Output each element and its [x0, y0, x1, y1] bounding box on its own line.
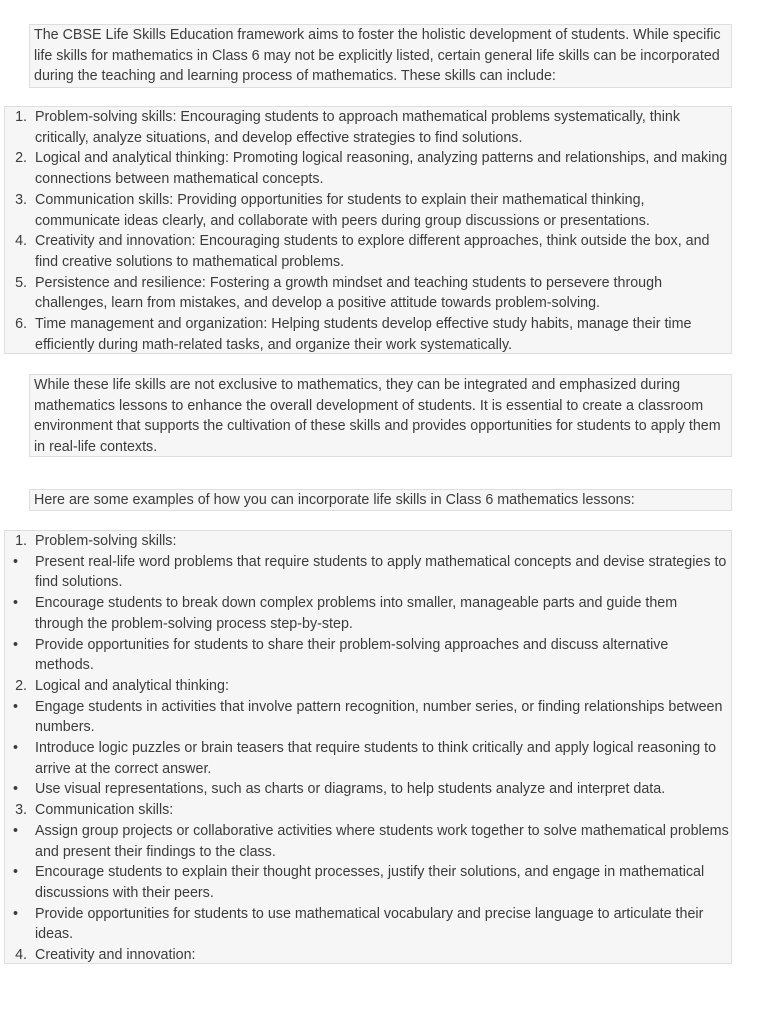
intro-paragraph: The CBSE Life Skills Education framework aims to foster the holistic development of students. While specific life skills for mathematics in Class 6 may not be explicitly listed, certain general life skills can be incorporated during the teaching and learning process of mathematics. These skills can include:	[34, 27, 721, 85]
list-item-bullet	[5, 862, 731, 903]
examples-intro-block	[29, 489, 732, 511]
list-item-text: Creativity and innovation: Encouraging students to explore different approaches, think outside the box, and find creative solutions to mathematical problems.	[35, 233, 710, 270]
list-item-number: 4.	[15, 947, 27, 964]
list-item-text: Provide opportunities for students to share their problem-solving approaches and discuss alternative methods.	[35, 636, 669, 674]
bullet-icon: •	[13, 595, 19, 612]
list-item	[5, 231, 731, 272]
list-item-text: Problem-solving skills:	[35, 533, 177, 549]
list-item-number: 6.	[15, 316, 27, 333]
list-item	[5, 190, 731, 231]
examples-intro: Here are some examples of how you can incorporate life skills in Class 6 mathematics lessons:	[34, 492, 635, 508]
list-item-text: Problem-solving skills: Encouraging students to approach mathematical problems systematically, think critically, analyze situations, and develop effective strategies to find solutions.	[35, 109, 680, 146]
list-item-text: Present real-life word problems that require students to apply mathematical concepts and devise strategies to find solutions.	[35, 553, 727, 591]
list-item	[5, 314, 731, 355]
list-item-heading	[5, 800, 731, 821]
list-item-text: Engage students in activities that involve pattern recognition, number series, or finding relationships between numbers.	[35, 698, 723, 736]
bullet-icon: •	[13, 698, 19, 715]
list-item-text: Communication skills:	[35, 802, 174, 819]
list-item	[5, 273, 731, 314]
list-item-text: Use visual representations, such as charts or diagrams, to help students analyze and interpret data.	[35, 781, 666, 798]
list-item-number: 3.	[15, 802, 27, 819]
bullet-icon: •	[13, 553, 19, 570]
list-item-heading	[5, 676, 731, 697]
bullet-icon: •	[13, 740, 19, 757]
list-item-text: Encourage students to break down complex problems into smaller, manageable parts and guide them through the problem-solving process step-by-step.	[35, 595, 678, 632]
list-item-bullet	[5, 821, 731, 862]
list-item-text: Creativity and innovation:	[35, 947, 196, 964]
integration-paragraph-block	[29, 374, 732, 457]
list-item-number: 5.	[15, 274, 27, 291]
list-item-number: 1.	[15, 109, 27, 125]
list-item-number: 2.	[15, 677, 27, 694]
list-item-text: Encourage students to explain their thought processes, justify their solutions, and engage in mathematical discussions with their peers.	[35, 864, 705, 901]
list-item-number: 3.	[15, 191, 27, 208]
list-item-text: Provide opportunities for students to use mathematical vocabulary and precise language to articulate their ideas.	[35, 905, 704, 943]
bullet-icon: •	[13, 905, 19, 922]
bullet-icon: •	[13, 822, 19, 839]
list-item	[5, 148, 731, 189]
list-item-text: Time management and organization: Helping students develop effective study habits, manage their time efficiently during math-related tasks, and organize their work systematically.	[35, 316, 692, 353]
list-item-text: Persistence and resilience: Fostering a growth mindset and teaching students to persevere through challenges, learn from mistakes, and develop a positive attitude towards problem-solving.	[35, 274, 663, 312]
intro-paragraph-block	[29, 24, 732, 88]
list-item-bullet	[5, 779, 731, 800]
list-item-text: Logical and analytical thinking: Promoting logical reasoning, analyzing patterns and relationships, and making connections between mathematical concepts.	[35, 150, 728, 188]
list-item-text: Logical and analytical thinking:	[35, 677, 229, 694]
list-item-bullet	[5, 904, 731, 945]
list-item-text: Assign group projects or collaborative activities where students work together to solve mathematical problems and present their findings to the class.	[35, 822, 729, 860]
bullet-icon: •	[13, 781, 19, 798]
examples-list	[4, 530, 732, 964]
list-item-bullet	[5, 552, 731, 593]
bullet-icon: •	[13, 864, 19, 881]
list-item-number: 1.	[15, 533, 27, 549]
list-item-number: 2.	[15, 150, 27, 167]
list-item-bullet	[5, 635, 731, 676]
list-item-text: Introduce logic puzzles or brain teasers that require students to think critically and apply logical reasoning to arrive at the correct answer.	[35, 740, 717, 777]
skills-list	[4, 106, 732, 354]
list-item-bullet	[5, 593, 731, 634]
list-item-number: 4.	[15, 233, 27, 250]
list-item	[5, 107, 731, 148]
list-item-bullet	[5, 738, 731, 779]
integration-paragraph: While these life skills are not exclusive to mathematics, they can be integrated and emphasized during mathematics lessons to enhance the overall development of students. It is essential to create a classroom environment that supports the cultivation of these skills and provides opportunities for students to apply them in real-life contexts.	[34, 377, 721, 456]
list-item-text: Communication skills: Providing opportunities for students to explain their mathematical thinking, communicate ideas clearly, and collaborate with peers during group discussions or presentations.	[35, 191, 650, 229]
list-item-heading	[5, 945, 731, 966]
bullet-icon: •	[13, 636, 19, 653]
list-item-bullet	[5, 697, 731, 738]
list-item-heading	[5, 531, 731, 552]
